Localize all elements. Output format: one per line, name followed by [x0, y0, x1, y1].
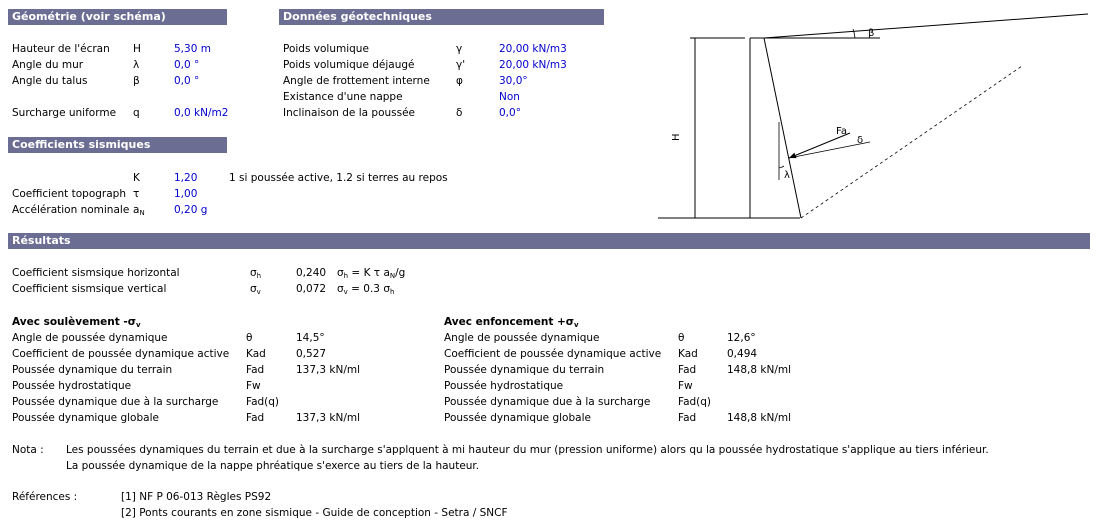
- uplift-title: Avec soulèvement $-\sigma_v$: [12, 316, 141, 329]
- geo-sym-wall-angle: λ: [133, 59, 140, 71]
- settlement-row-label-2: Poussée dynamique du terrain: [444, 364, 605, 376]
- geotech-value-thrust-inclination[interactable]: 0,0°: [499, 107, 521, 119]
- uplift-row-label-1: Coefficient de poussée dynamique active: [12, 348, 230, 360]
- seismic-sym-accel: $a_N$: [133, 204, 145, 217]
- geotech-header: Données géotechniques: [279, 9, 604, 25]
- slope-line: [764, 14, 1088, 38]
- result-label-kh: Coefficient sismsique horizontal: [12, 267, 180, 279]
- settlement-row-sym-1: Kad: [678, 348, 698, 360]
- failure-plane: [801, 66, 1022, 218]
- label-fa: Fa: [836, 126, 847, 137]
- results-header: Résultats: [8, 233, 1090, 249]
- geo-sym-height: H: [133, 43, 141, 55]
- uplift-row-label-3: Poussée hydrostatique: [12, 380, 132, 392]
- geotech-label-water-table: Existance d'une nappe: [283, 91, 403, 103]
- geo-value-slope-angle[interactable]: 0,0 °: [174, 75, 200, 87]
- settlement-row-sym-4: Fad(q): [678, 396, 712, 408]
- references-label: Références :: [12, 491, 78, 503]
- uplift-row-value-2: 137,3 kN/ml: [296, 364, 361, 376]
- geo-label-surcharge: Surcharge uniforme: [12, 107, 117, 119]
- seismic-value-accel[interactable]: 0,20 g: [174, 204, 208, 216]
- result-formula-kv: $\sigma_v = 0.3$ $\sigma_h$: [337, 283, 395, 296]
- seismic-value-k[interactable]: 1,20: [174, 172, 198, 184]
- uplift-row-sym-0: θ: [246, 332, 253, 344]
- geo-value-surcharge[interactable]: 0,0 kN/m2: [174, 107, 229, 119]
- uplift-row-sym-2: Fad: [246, 364, 265, 376]
- seismic-note-k: 1 si poussée active, 1.2 si terres au repos: [229, 172, 448, 184]
- note-line-2: La poussée dynamique de la nappe phréatique s'exerce au tiers de la hauteur.: [66, 460, 480, 472]
- seismic-label-accel: Accélération nominale: [12, 204, 130, 216]
- geo-label-height: Hauteur de l'écran: [12, 43, 110, 55]
- settlement-row-sym-2: Fad: [678, 364, 697, 376]
- result-sym-kv: $\sigma_v$: [250, 283, 261, 296]
- uplift-row-sym-4: Fad(q): [246, 396, 280, 408]
- label-lambda: λ: [784, 170, 790, 181]
- label-delta: δ: [857, 135, 864, 146]
- settlement-row-value-1: 0,494: [727, 348, 758, 360]
- geo-sym-slope-angle: β: [133, 75, 140, 87]
- beta-arc: [853, 29, 855, 38]
- wall-back: [764, 38, 801, 218]
- settlement-row-sym-0: θ: [678, 332, 685, 344]
- geo-label-wall-angle: Angle du mur: [12, 59, 84, 71]
- seismic-sym-topo: τ: [133, 188, 140, 200]
- uplift-row-value-1: 0,527: [296, 348, 327, 360]
- settlement-row-value-0: 12,6°: [727, 332, 756, 344]
- geotech-sym-unit-weight: γ: [456, 43, 463, 55]
- seismic-header: Coefficients sismiques: [8, 137, 227, 153]
- uplift-row-value-5: 137,3 kN/ml: [296, 412, 361, 424]
- result-value-kv: 0,072: [296, 283, 327, 295]
- uplift-row-label-2: Poussée dynamique du terrain: [12, 364, 173, 376]
- uplift-row-label-0: Angle de poussée dynamique: [12, 332, 168, 344]
- geometry-header: Géométrie (voir schéma): [8, 9, 227, 25]
- uplift-row-label-4: Poussée dynamique due à la surcharge: [12, 396, 219, 408]
- result-label-kv: Coefficient sismsique vertical: [12, 283, 167, 295]
- geo-value-height[interactable]: 5,30 m: [174, 43, 211, 55]
- uplift-row-label-5: Poussée dynamique globale: [12, 412, 159, 424]
- seismic-value-topo[interactable]: 1,00: [174, 188, 198, 200]
- settlement-title: Avec enfoncement $+\sigma_v$: [444, 316, 579, 329]
- geotech-sym-friction-angle: φ: [456, 75, 463, 87]
- settlement-row-label-0: Angle de poussée dynamique: [444, 332, 600, 344]
- uplift-row-sym-1: Kad: [246, 348, 266, 360]
- geotech-value-submerged-weight[interactable]: 20,00 kN/m3: [499, 59, 567, 71]
- settlement-row-label-5: Poussée dynamique globale: [444, 412, 591, 424]
- geotech-value-unit-weight[interactable]: 20,00 kN/m3: [499, 43, 567, 55]
- seismic-sym-k: K: [133, 172, 140, 184]
- geotech-sym-submerged-weight: γ': [456, 59, 466, 71]
- geotech-sym-thrust-inclination: δ: [456, 107, 463, 119]
- geotech-label-friction-angle: Angle de frottement interne: [283, 75, 430, 87]
- note-line-1: Les poussées dynamiques du terrain et due à la surcharge s'applquent à mi hauteur du mur (pression uniforme) alors qu la poussée hydrostatique s'applique au tiers inférieur.: [66, 444, 989, 456]
- uplift-row-sym-5: Fad: [246, 412, 265, 424]
- geotech-label-thrust-inclination: Inclinaison de la poussée: [283, 107, 416, 119]
- settlement-row-label-3: Poussée hydrostatique: [444, 380, 564, 392]
- lambda-arc: [779, 166, 784, 168]
- reference-1: [1] NF P 06-013 Règles PS92: [121, 491, 272, 503]
- settlement-row-sym-5: Fad: [678, 412, 697, 424]
- geotech-label-unit-weight: Poids volumique: [283, 43, 369, 55]
- settlement-row-label-1: Coefficient de poussée dynamique active: [444, 348, 662, 360]
- geo-label-slope-angle: Angle du talus: [12, 75, 88, 87]
- uplift-row-sym-3: Fw: [246, 380, 261, 392]
- result-value-kh: 0,240: [296, 267, 327, 279]
- settlement-row-value-2: 148,8 kN/ml: [727, 364, 792, 376]
- seismic-label-topo: Coefficient topograph: [12, 188, 126, 200]
- geo-sym-surcharge: q: [133, 107, 140, 119]
- note-label: Nota :: [12, 444, 44, 456]
- uplift-row-value-0: 14,5°: [296, 332, 325, 344]
- geo-value-wall-angle[interactable]: 0,0 °: [174, 59, 200, 71]
- geotech-label-submerged-weight: Poids volumique déjaugé: [283, 59, 415, 71]
- settlement-row-sym-3: Fw: [678, 380, 693, 392]
- label-beta: β: [868, 28, 875, 39]
- geotech-value-water-table[interactable]: Non: [499, 91, 520, 103]
- result-formula-kh: $\sigma_h = K$ τ $a_N/g$: [337, 267, 406, 280]
- geotech-value-friction-angle[interactable]: 30,0°: [499, 75, 528, 87]
- result-sym-kh: $\sigma_h$: [250, 267, 262, 280]
- settlement-row-value-5: 148,8 kN/ml: [727, 412, 792, 424]
- label-h: H: [671, 133, 682, 141]
- reference-2: [2] Ponts courants en zone sismique - Guide de conception - Setra / SNCF: [121, 507, 508, 519]
- settlement-row-label-4: Poussée dynamique due à la surcharge: [444, 396, 651, 408]
